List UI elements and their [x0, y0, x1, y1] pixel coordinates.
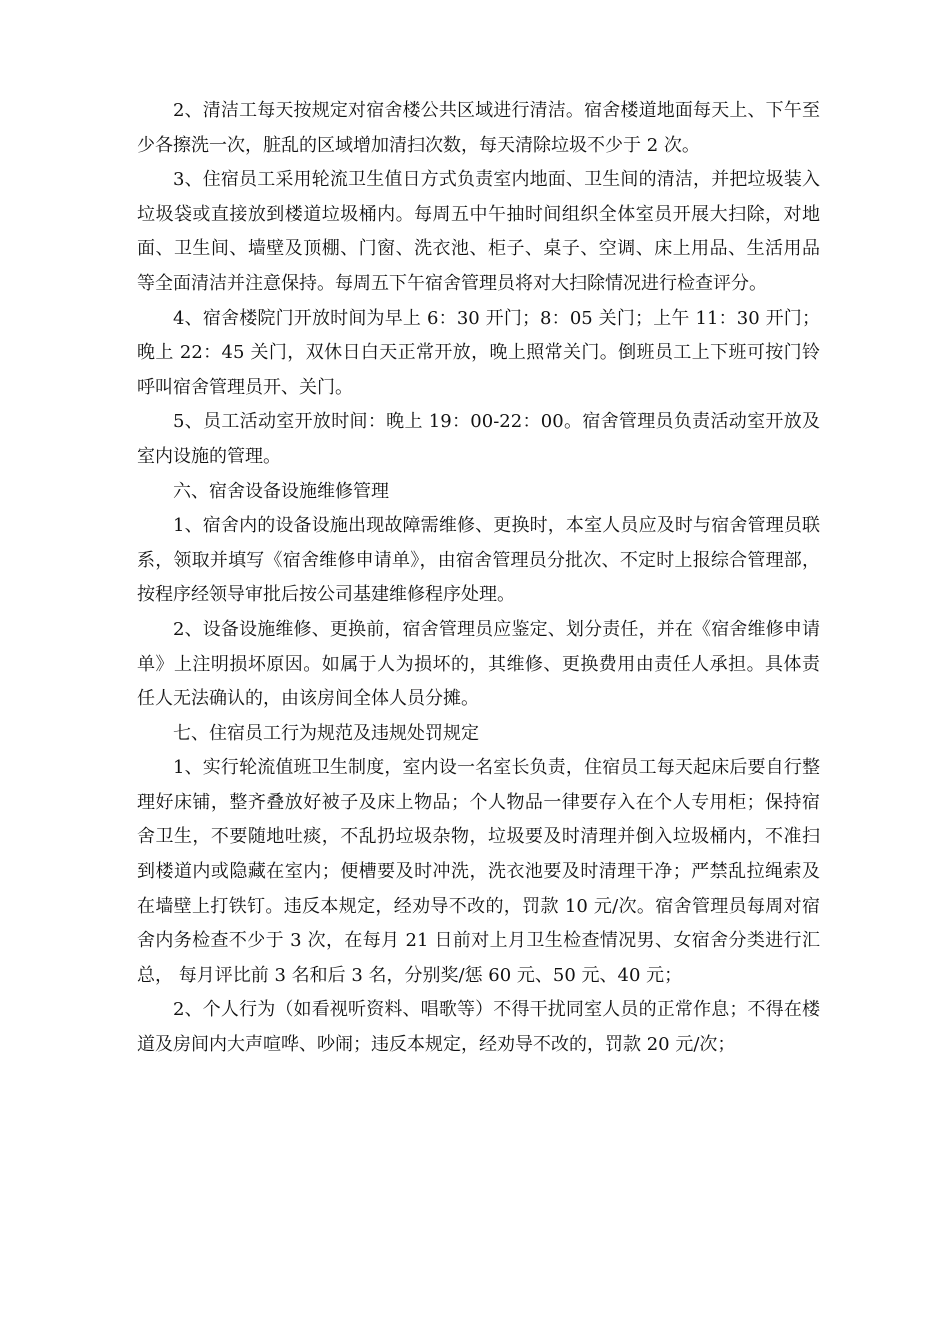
paragraph-hygiene-duty-rules: 1、实行轮流值班卫生制度，室内设一名室长负责，住宿员工每天起床后要自行整理好床铺，整齐叠放好被子及床上物品；个人物品一律要存入在个人专用柜；保持宿舍卫生，不要随地吐痰，不乱扔垃圾杂物，垃圾要及时清理并倒入垃圾桶内，不准扫到楼道内或隐藏在室内；便槽要及时冲洗，洗衣池要及时清理干净；严禁乱拉绳索及在墙壁上打铁钉。违反本规定，经劝导不改的，罚款 10 元/次。宿舍管理员每周对宿舍内务检查不少于 3 次，在每月 21 日前对上月卫生检查情况男、女宿舍分类进行汇总， 每月评比前 3 名和后 3 名，分别奖/惩 60 元、50 元、40 元； — [137, 757, 820, 986]
paragraph-room-cleaning-duty: 3、住宿员工采用轮流卫生值日方式负责室内地面、卫生间的清洁，并把垃圾装入垃圾袋或直接放到楼道垃圾桶内。每周五中午抽时间组织全体室员开展大扫除，对地面、卫生间、墙壁及顶棚、门窗、洗衣池、柜子、桌子、空调、床上用品、生活用品等全面清洁并注意保持。每周五下午宿舍管理员将对大扫除情况进行检查评分。 — [137, 169, 820, 294]
paragraph-gate-opening-hours: 4、宿舍楼院门开放时间为早上 6：30 开门；8：05 关门；上午 11：30 开门；晚上 22：45 关门，双休日白天正常开放，晚上照常关门。倒班员工上下班可按门铃呼叫宿舍管理员开、关门。 — [137, 307, 820, 398]
paragraph-noise-rules: 2、个人行为（如看视听资料、唱歌等）不得干扰同室人员的正常作息；不得在楼道及房间内大声喧哗、吵闹；违反本规定，经劝导不改的，罚款 20 元/次； — [137, 999, 820, 1056]
paragraph-repair-request: 1、宿舍内的设备设施出现故障需维修、更换时，本室人员应及时与宿舍管理员联系，领取并填写《宿舍维修申请单》，由宿舍管理员分批次、不定时上报综合管理部，按程序经领导审批后按公司基建维修程序处理。 — [137, 515, 820, 606]
paragraph-repair-responsibility: 2、设备设施维修、更换前，宿舍管理员应鉴定、划分责任，并在《宿舍维修申请单》上注明损坏原因。如属于人为损坏的，其维修、更换费用由责任人承担。具体责任人无法确认的，由该房间全体人员分摊。 — [137, 618, 820, 710]
document-page — [137, 94, 820, 1063]
section-heading-conduct-rules: 七、住宿员工行为规范及违规处罚规定 — [173, 722, 479, 744]
paragraph-cleaning-public-areas: 2、清洁工每天按规定对宿舍楼公共区域进行清洁。宿舍楼道地面每天上、下午至少各擦洗一次，脏乱的区域增加清扫次数，每天清除垃圾不少于 2 次。 — [137, 100, 820, 156]
section-heading-maintenance: 六、宿舍设备设施维修管理 — [173, 480, 389, 502]
paragraph-activity-room-hours: 5、员工活动室开放时间：晚上 19：00-22：00。宿舍管理员负责活动室开放及室内设施的管理。 — [137, 411, 820, 467]
